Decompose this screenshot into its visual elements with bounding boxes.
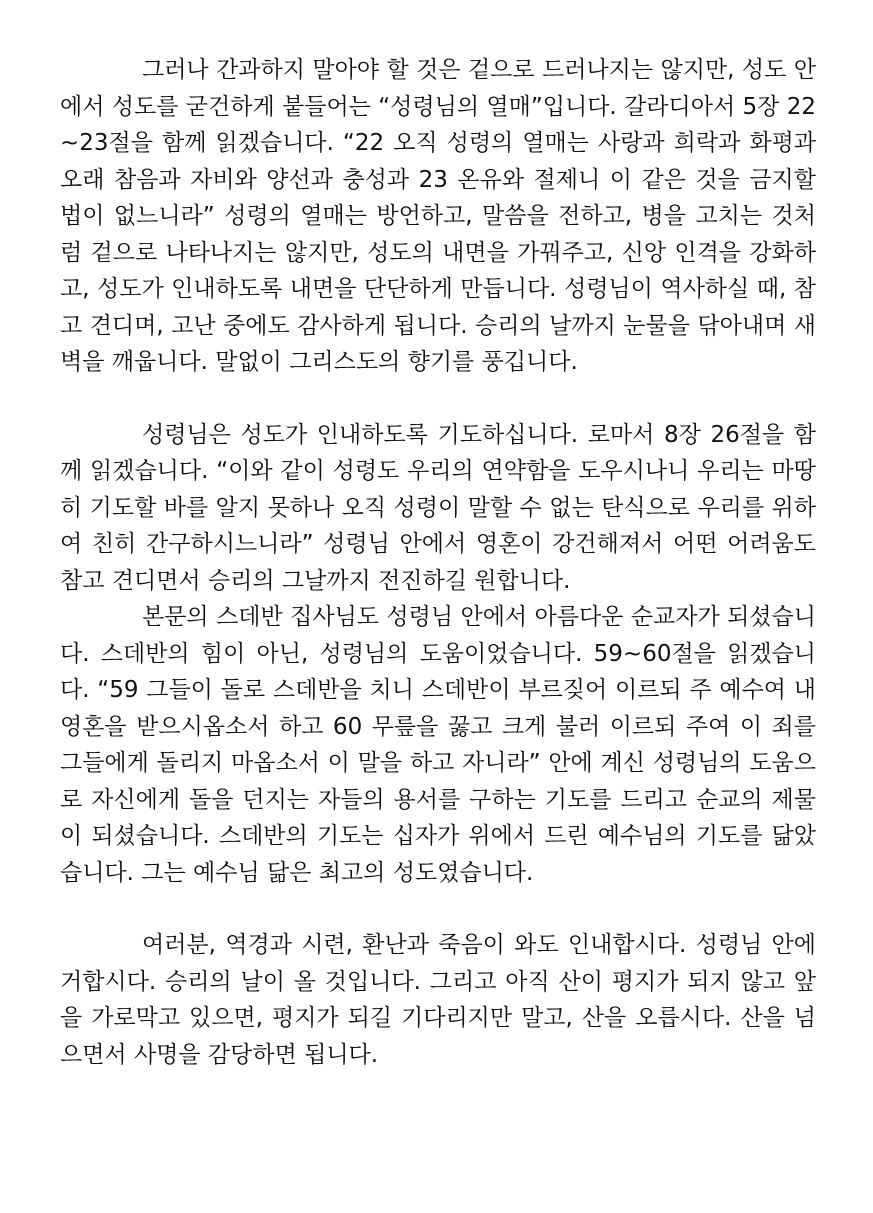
paragraph-holy-spirit-fruit: 그러나 간과하지 말아야 할 것은 겉으로 드러나지는 않지만, 성도 안에서 성도를 굳건하게 붙들어는 “성령님의 열매”입니다. 갈라디아서 5장 22~23절을 함께 읽겠습니다. “22 오직 성령의 열매는 사랑과 희락과 화평과 오래 참음과 자비와 양선과 충성과 23 온유와 절제니 이 같은 것을 금지할 법이 없느니라” 성령의 열매는 방언하고, 말씀을 전하고, 병을 고치는 것처럼 겉으로 나타나지는 않지만, 성도의 내면을 가꿔주고, 신앙 인격을 강화하고, 성도가 인내하도록 내면을 단단하게 만듭니다. 성령님이 역사하실 때, 참고 견디며, 고난 중에도 감사하게 됩니다. 승리의 날까지 눈물을 닦아내며 새벽을 깨웁니다. 말없이 그리스도의 향기를 풍깁니다. (60, 57, 816, 375)
paragraph-gap (60, 891, 816, 927)
paragraph-stephen-martyr: 본문의 스데반 집사님도 성령님 안에서 아름다운 순교자가 되셨습니다. 스데반의 힘이 아닌, 성령님의 도움이었습니다. 59~60절을 읽겠습니다. “59 그들이 돌로 스데반을 치니 스데반이 부르짖어 이르되 주 예수여 내 영혼을 받으시옵소서 하고 60 무릎을 꿇고 크게 불러 이르되 주여 이 죄를 그들에게 돌리지 마옵소서 이 말을 하고 자니라” 안에 계신 성령님의 도움으로 자신에게 돌을 던지는 자들의 용서를 구하는 기도를 드리고 순교의 제물이 되셨습니다. 스데반의 기도는 십자가 위에서 드린 예수님의 기도를 닮았습니다. 그는 예수님 닮은 최고의 성도였습니다. (60, 604, 816, 886)
document-page (60, 52, 816, 1073)
paragraph-gap (60, 381, 816, 417)
paragraph-exhortation: 여러분, 역경과 시련, 환난과 죽음이 와도 인내합시다. 성령님 안에 거합시다. 승리의 날이 올 것입니다. 그리고 아직 산이 평지가 되지 않고 앞을 가로막고 있으면, 평지가 되길 기다리지만 말고, 산을 오릅시다. 산을 넘으면서 사명을 감당하면 됩니다. (60, 932, 816, 1068)
paragraph-spirit-intercedes: 성령님은 성도가 인내하도록 기도하십니다. 로마서 8장 26절을 함께 읽겠습니다. “이와 같이 성령도 우리의 연약함을 도우시나니 우리는 마땅히 기도할 바를 알지 못하나 오직 성령이 말할 수 없는 탄식으로 우리를 위하여 친히 간구하시느니라” 성령님 안에서 영혼이 강건해져서 어떤 어려움도 참고 견디면서 승리의 그날까지 전진하길 원합니다. (60, 421, 816, 594)
